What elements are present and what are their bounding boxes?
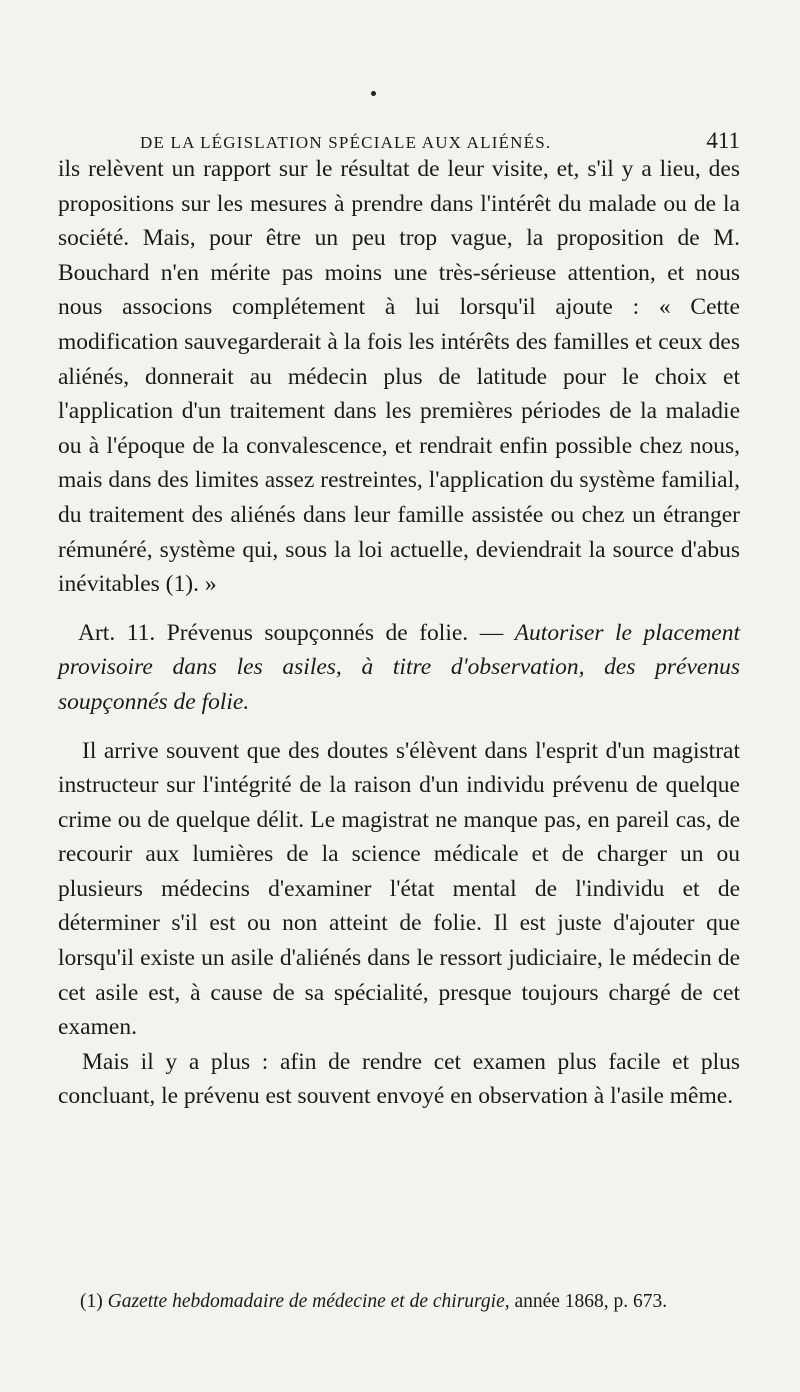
article-number: Art. 11. <box>78 619 156 646</box>
footnote-marker: (1) <box>80 1291 103 1312</box>
footnote-source: Gazette hebdomadaire de médecine et de chirurgie, <box>107 1291 510 1312</box>
article-11-heading <box>58 616 740 720</box>
paragraph-bouchard-proposal: ils relèvent un rapport sur le résultat de leur visite, et, s'il y a lieu, des propositions sur les mesures à prendre dans l'intérêt du malade ou de la société. Mais, pour être un peu trop vague, la proposition de M. Bouchard n'en mérite pas moins une très-sérieuse attention, et nous nous associons complétement à lui lorsqu'il ajoute : « Cette modification sauvegarderait à la fois les intérêts des familles et ceux des aliénés, donnerait au médecin plus de latitude pour le choix et l'application d'un traitement dans les premières périodes de la maladie ou à l'époque de la convalescence, et rendrait enfin possible chez nous, mais dans des limites assez restreintes, l'application du système familial, du traitement des aliénés dans leur famille assistée ou chez un étranger rémunéré, système qui, sous la loi actuelle, deviendrait la source d'abus inévitables (1). » <box>58 156 740 598</box>
running-header <box>140 128 740 154</box>
page-number: 411 <box>706 128 740 153</box>
running-title: DE LA LÉGISLATION SPÉCIALE AUX ALIÉNÉS. <box>140 133 552 152</box>
footnote-text <box>58 1288 740 1315</box>
paragraph-magistrate-doubts: Il arrive souvent que des doutes s'élèvent dans l'esprit d'un magistrat instructeur sur l'intégrité de la raison d'un individu prévenu de quelque crime ou de quelque délit. Le magistrat ne manque pas, en pareil cas, de recourir aux lumières de la science médicale et de charger un ou plusieurs médecins d'examiner l'état mental de l'individu et de déterminer s'il est ou non atteint de folie. Il est juste d'ajouter que lorsqu'il existe un asile d'aliénés dans le ressort judiciaire, le médecin de cet asile est, à cause de sa spécialité, presque toujours chargé de cet examen. <box>58 737 740 1041</box>
article-recommendation: Autoriser le placement provisoire dans les asiles, à titre d'observation, des prévenus soupçonnés de folie. <box>58 619 741 715</box>
article-dash: — <box>479 619 504 646</box>
footnote <box>58 1288 740 1315</box>
article-title: Prévenus soupçonnés de folie. <box>166 619 469 646</box>
footnote-citation: année 1868, p. 673. <box>514 1291 668 1312</box>
paragraph-observation: Mais il y a plus : afin de rendre cet examen plus facile et plus concluant, le prévenu est souvent envoyé en observation à l'asile même. <box>58 1048 740 1110</box>
page-blemish-dot <box>371 91 376 96</box>
main-text <box>58 152 740 1114</box>
